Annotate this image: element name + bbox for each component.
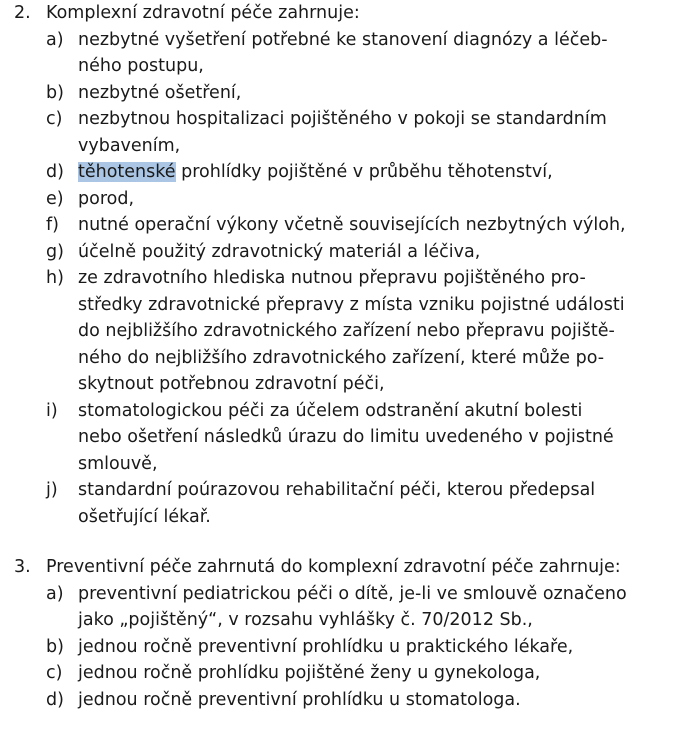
section-heading-text: Preventivní péče zahrnutá do komplexní zdravotní péče zahrnuje: xyxy=(46,557,621,577)
item-letter: g) xyxy=(46,241,64,262)
section-3 xyxy=(0,554,690,713)
selected-text-highlight[interactable]: těhotenské xyxy=(78,162,176,182)
item-text: účelně použitý zdravotnický materiál a léčiva, xyxy=(78,241,481,262)
list-item xyxy=(0,106,690,159)
item-letter: a) xyxy=(46,29,64,50)
section-heading-text: Komplexní zdravotní péče zahrnuje: xyxy=(46,3,360,23)
item-text: stomatologickou péči za účelem odstranění akutní bolesti nebo ošetření následků úrazu do limitu uvedeného v pojistné smlouvě, xyxy=(78,400,614,474)
item-list xyxy=(0,581,690,714)
list-item xyxy=(0,265,690,398)
item-letter: f) xyxy=(46,215,59,235)
item-text: nezbytné vyšetření potřebné ke stanovení diagnózy a léčeb- ného postupu, xyxy=(78,29,608,76)
item-text: jednou ročně preventivní prohlídku u stomatologa. xyxy=(78,689,521,710)
list-item xyxy=(0,212,690,239)
item-text: nezbytnou hospitalizaci pojištěného v pokoji se standardním vybavením, xyxy=(78,109,607,156)
item-letter: c) xyxy=(46,109,63,129)
list-item xyxy=(0,687,690,714)
list-item xyxy=(0,27,690,80)
item-text xyxy=(78,159,686,186)
item-letter: b) xyxy=(46,82,64,103)
item-letter: j) xyxy=(46,480,58,500)
list-item xyxy=(0,80,690,107)
item-letter: h) xyxy=(46,268,64,288)
item-text: jednou ročně preventivní prohlídku u praktického lékaře, xyxy=(78,636,574,657)
item-letter: i) xyxy=(46,400,58,421)
item-text-rest: prohlídky pojištěné v průběhu těhotenství, xyxy=(175,162,553,182)
item-text: nutné operační výkony včetně souvisejících nezbytných výloh, xyxy=(78,215,626,235)
item-text: nezbytné ošetření, xyxy=(78,82,242,103)
item-letter: a) xyxy=(46,583,64,604)
item-letter: b) xyxy=(46,636,64,657)
item-text: ze zdravotního hlediska nutnou přepravu pojištěného pro- středky zdravotnické přepravy z místa vzniku pojistné události do nejbližšího zdravotnického zařízení nebo přepravu pojiště- ného do nejbližšího zdravotnického zařízení, které může po- skytnout potřebnou zdravotní péči, xyxy=(78,268,625,394)
list-item xyxy=(0,239,690,266)
item-text: preventivní pediatrickou péči o dítě, je-li ve smlouvě označeno jako „pojištěný“, v rozsahu vyhlášky č. 70/2012 Sb., xyxy=(78,583,627,630)
section-heading xyxy=(0,0,690,27)
item-text: porod, xyxy=(78,188,135,209)
section-heading xyxy=(0,554,690,581)
item-letter: d) xyxy=(46,162,64,182)
item-letter: e) xyxy=(46,188,64,209)
section-number: 2. xyxy=(14,3,31,23)
list-item xyxy=(0,634,690,661)
list-item xyxy=(0,477,690,530)
item-list xyxy=(0,27,690,531)
list-item xyxy=(0,159,690,186)
list-item xyxy=(0,581,690,634)
item-letter: c) xyxy=(46,663,63,683)
item-text: standardní poúrazovou rehabilitační péči, kterou předepsal ošetřující lékař. xyxy=(78,480,596,527)
list-item xyxy=(0,398,690,478)
item-text: jednou ročně prohlídku pojištěné ženy u gynekologa, xyxy=(78,663,541,683)
list-item xyxy=(0,660,690,687)
item-letter: d) xyxy=(46,689,64,710)
list-item xyxy=(0,186,690,213)
section-number: 3. xyxy=(14,557,31,577)
